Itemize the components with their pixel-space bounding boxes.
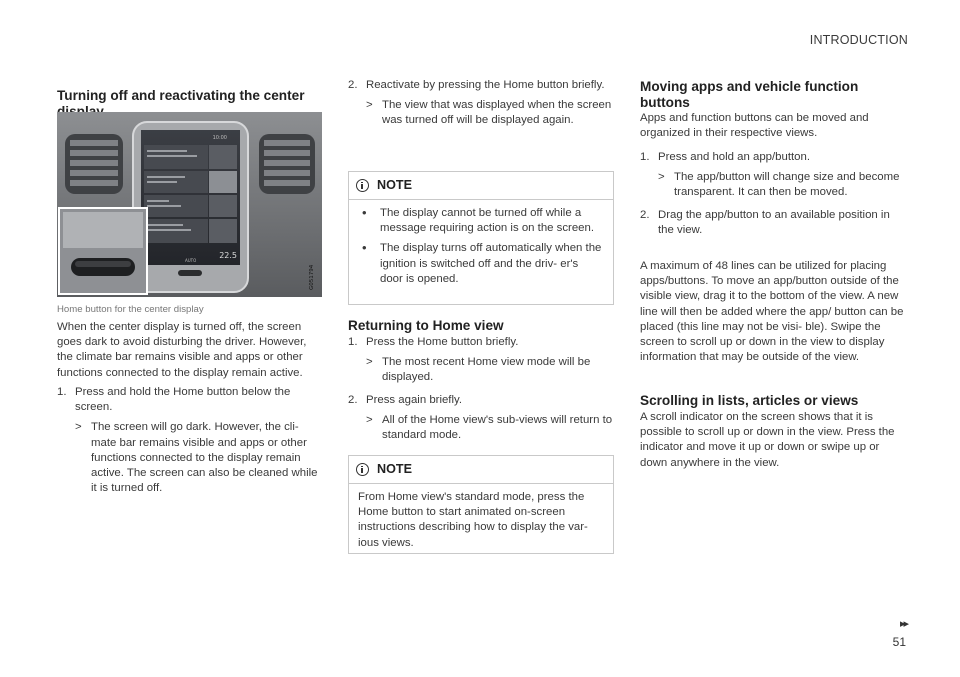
note-header: NOTE: [349, 172, 613, 200]
step-result: > The view that was displayed when the screen was turned off will be displayed again.: [366, 99, 612, 127]
steps-list-col2-top: [348, 78, 613, 136]
note-box-home: [348, 455, 614, 554]
note-box-display: [348, 171, 614, 305]
step-result: > The app/button will change size and become transparent. It can then be moved.: [658, 171, 900, 199]
home-button-small: [178, 270, 202, 276]
section-header: INTRODUCTION: [809, 33, 908, 47]
heading-returning-home: Returning to Home view: [348, 318, 504, 333]
step-result: > The most recent Home view mode will be displayed.: [366, 356, 591, 384]
note-header: NOTE: [349, 456, 613, 484]
steps-list-col2: [348, 335, 613, 450]
continue-arrows-icon: ▸▸: [899, 618, 907, 630]
steps-list-col3: [640, 150, 908, 242]
left-air-vent: [65, 134, 123, 194]
info-icon: [356, 463, 369, 476]
list-item: 2. Drag the app/button to an available position in the view.: [640, 208, 890, 236]
steps-list-col1: [57, 385, 322, 503]
heading-moving-apps: Moving apps and vehicle function buttons: [640, 79, 859, 110]
list-item: 1. Press the Home button briefly. > The most recent Home view mode will be displayed.: [348, 335, 613, 386]
center-display-figure: [57, 112, 322, 297]
screen-clock: 10:00: [212, 135, 227, 141]
info-icon: [356, 179, 369, 192]
list-item: • The display cannot be turned off while a message requiring action is on the screen.: [362, 205, 595, 235]
list-item: 1. Press and hold an app/button. > The app/button will change size and become transparent. It can then be moved.: [640, 150, 908, 201]
list-item: 1. Press and hold the Home button below the screen. > The screen will go dark. However, the cli- mate bar remains visible and apps or other functions connected to the display remain active. The screen can also be cleaned while it is turned off.: [57, 385, 322, 496]
list-item: 2. Reactivate by pressing the Home button briefly. > The view that was displayed when the screen was turned off will be displayed again.: [348, 78, 613, 129]
figure-code: G051794: [309, 264, 315, 290]
list-item: • The display turns off automatically when the ignition is switched off and the driv- er's door is opened.: [362, 240, 602, 285]
step-result: > All of the Home view's sub-views will return to standard mode.: [366, 413, 613, 442]
page-number: 51: [892, 635, 906, 649]
heading-turning-off: Turning off and reactivating the center: [57, 88, 305, 103]
heading-scrolling: Scrolling in lists, articles or views: [640, 393, 859, 408]
right-air-vent: [259, 134, 315, 194]
intro-paragraph-col3: Apps and function buttons can be moved and organized in their respective views.: [640, 112, 869, 140]
paragraph-48-lines: A maximum of 48 lines can be utilized for placing apps/buttons. To move an app/button outside of the visible view, drag it to the bottom of the view. A new line will then be added where the app/ button can be placed (this line may not be visi- ble). Swipe the screen to scroll up or down in the view to display information that may be outside of the view.: [640, 260, 904, 364]
step-result: > The screen will go dark. However, the cli- mate bar remains visible and apps or other functions connected to the display remain active. The screen can also be cleaned while it is turned off.: [75, 421, 318, 495]
note-text: From Home view's standard mode, press the Home button to start animated on-screen instructions describing how to display the var- ious views.: [358, 491, 588, 549]
paragraph-scrolling: A scroll indicator on the screen shows that it is possible to scroll up or down in the view. Press the indicator and move it up or down or swipe up or down anywhere in the view.: [640, 411, 895, 469]
list-item: 2. Press again briefly. > All of the Home view's sub-views will return to standard mode.: [348, 393, 613, 444]
screen-temperature: 22.5: [219, 251, 237, 260]
intro-paragraph-col1: When the center display is turned off, the screen goes dark to avoid disturbing the driver. However, the climate bar remains visible and apps or other functions connected to the display remain active.: [57, 321, 307, 379]
figure-caption: Home button for the center display: [57, 304, 204, 315]
screen-auto-label: AUTO: [185, 258, 197, 263]
center-display-illustration: [57, 112, 322, 297]
